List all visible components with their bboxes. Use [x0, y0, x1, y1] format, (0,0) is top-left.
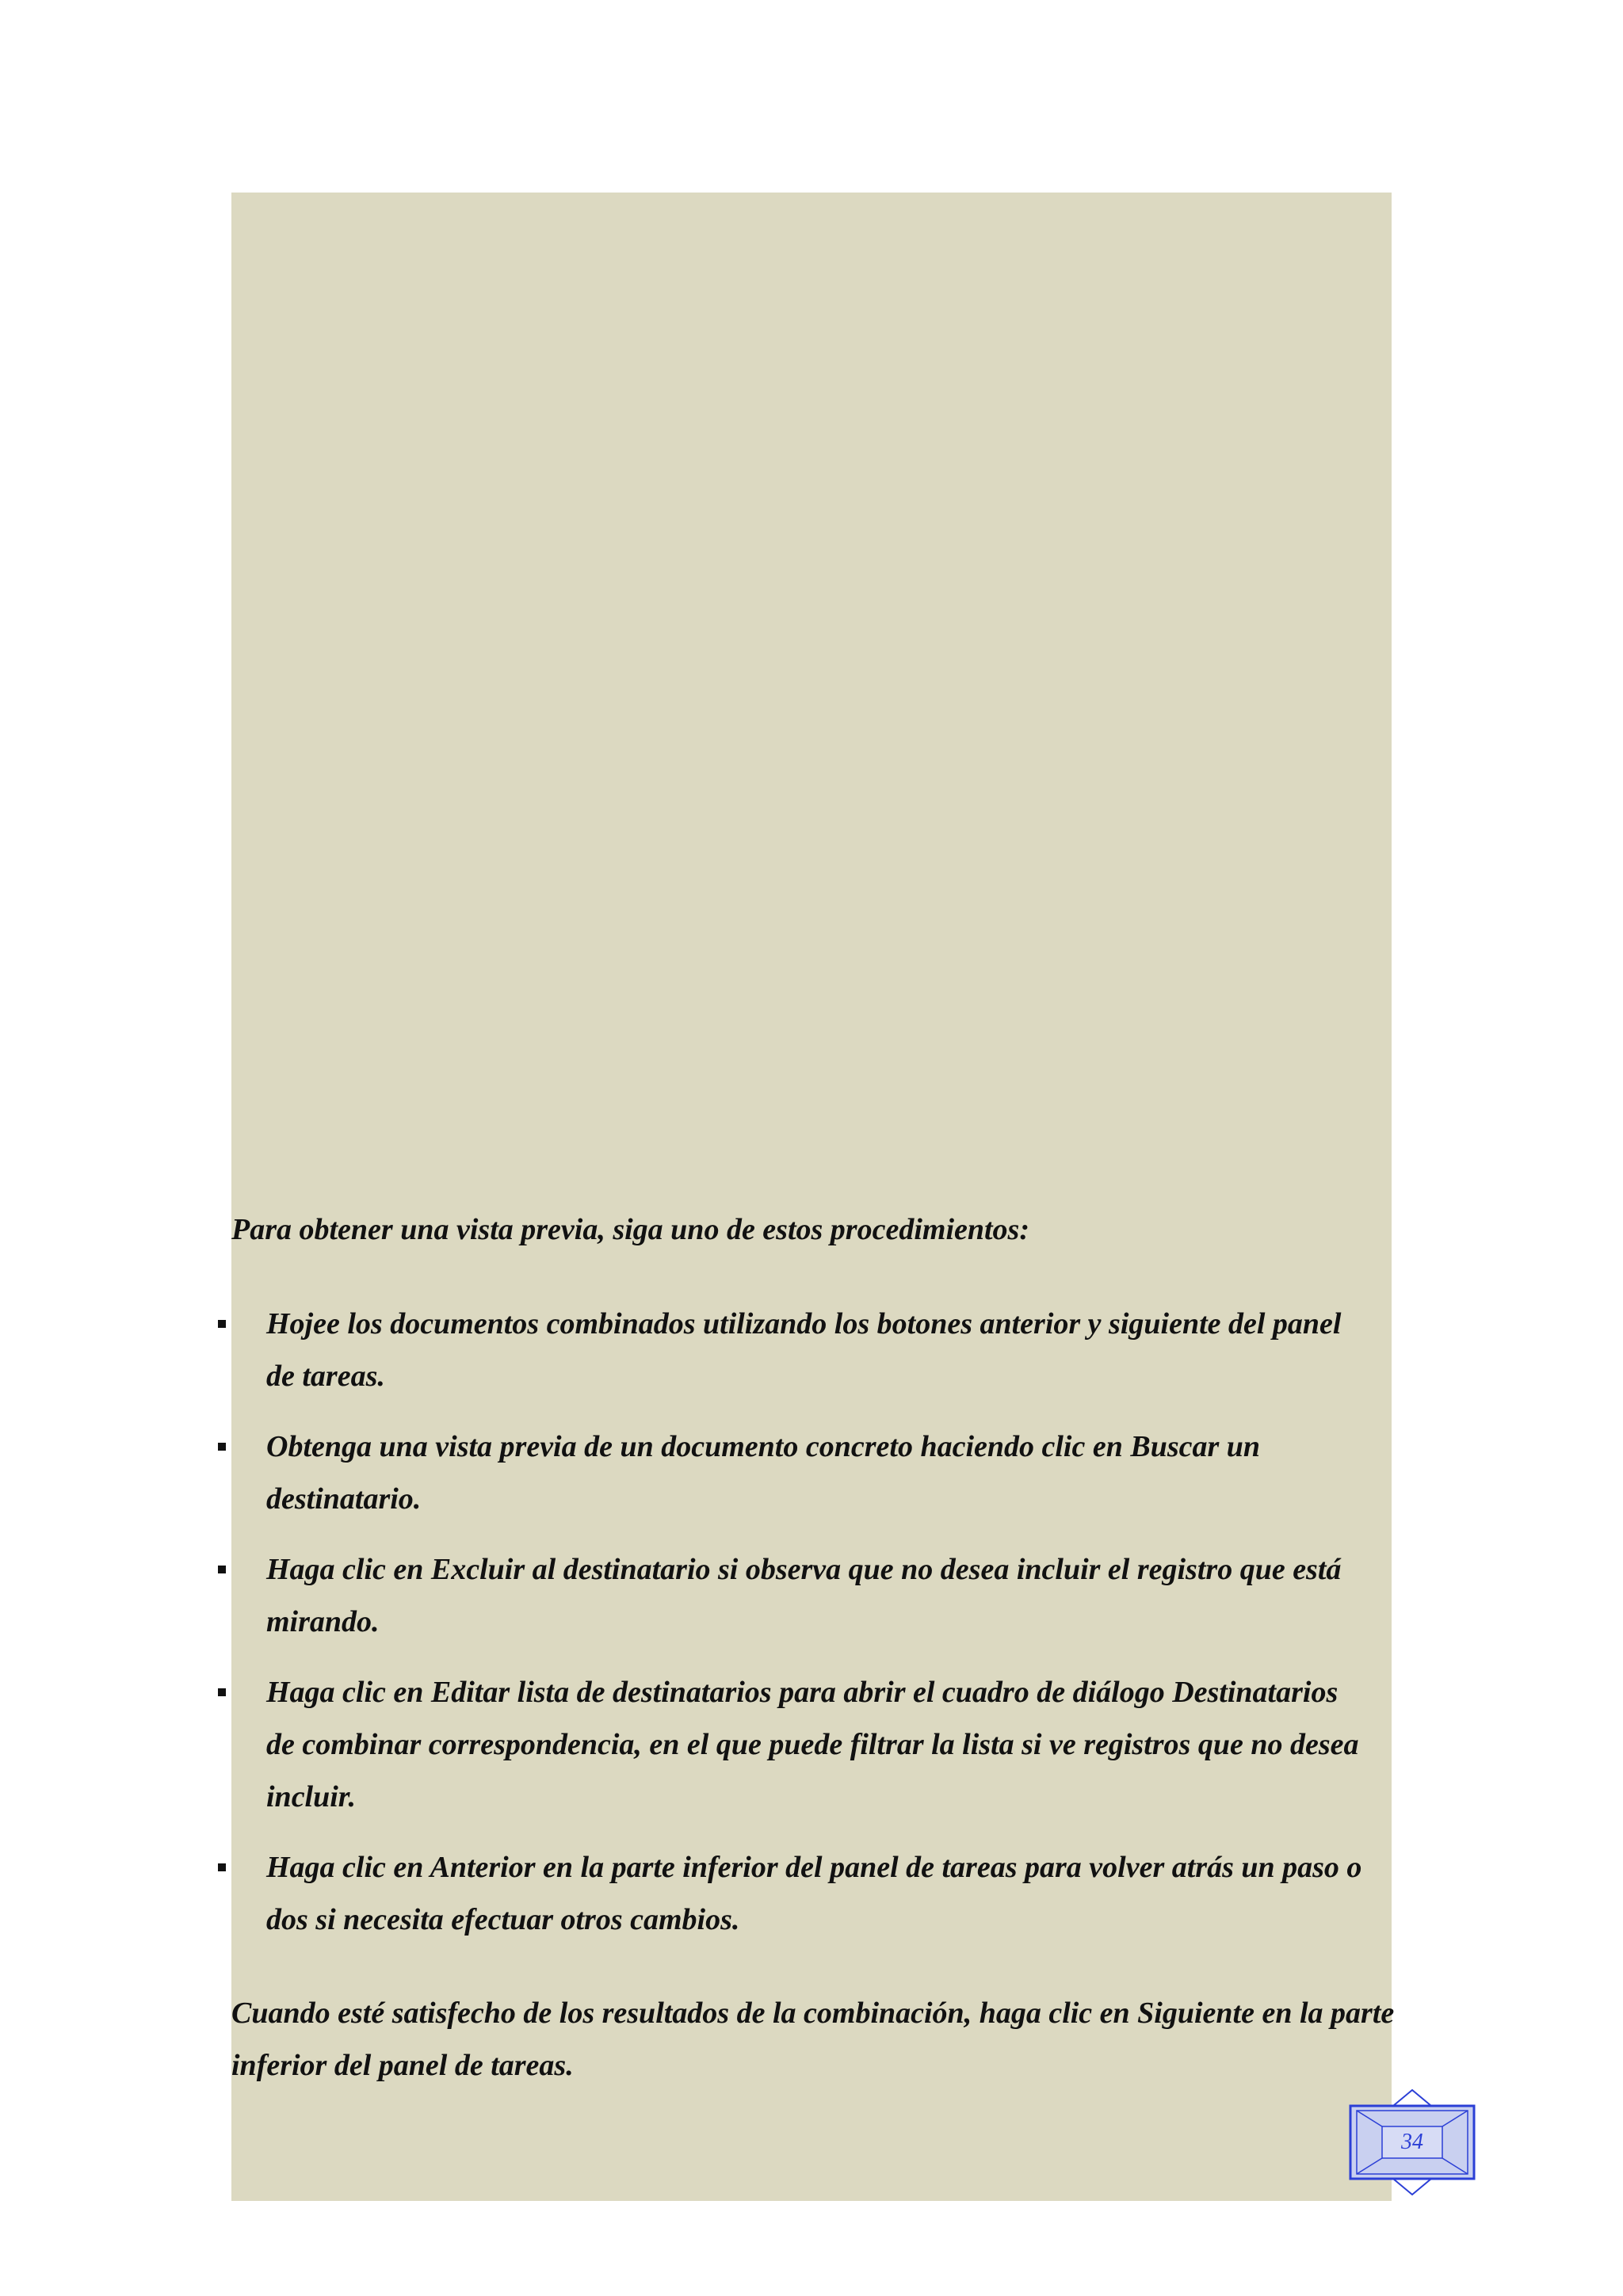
page-number: 34: [1401, 2130, 1423, 2154]
square-bullet-icon: [218, 1320, 226, 1328]
list-item-text: Haga clic en Excluir al destinatario si observa que no desea incluir el registro que está mirando.: [266, 1553, 1342, 1638]
closing-paragraph: Cuando esté satisfecho de los resultados de la combinación, haga clic en Siguiente en la parte inferior del panel de tareas.: [231, 1997, 1395, 2082]
list-item: [206, 1421, 1371, 1525]
list-item-text: Haga clic en Editar lista de destinatarios para abrir el cuadro de diálogo Destinatarios de combinar correspondencia, en el que puede filtrar la lista si ve registros que no desea incluir.: [266, 1676, 1359, 1814]
square-bullet-icon: [218, 1566, 226, 1573]
square-bullet-icon: [218, 1688, 226, 1696]
intro-paragraph: Para obtener una vista previa, siga uno de estos procedimientos:: [231, 1213, 1029, 1246]
list-item-text: Obtenga una vista previa de un documento concreto haciendo clic en Buscar un destinatario.: [266, 1430, 1261, 1516]
list-item: [206, 1298, 1371, 1402]
list-item: [206, 1841, 1371, 1946]
list-item: [206, 1666, 1371, 1823]
procedure-list: [206, 1298, 1371, 1964]
page-number-badge: [1349, 2088, 1476, 2196]
square-bullet-icon: [218, 1443, 226, 1451]
square-bullet-icon: [218, 1863, 226, 1871]
list-item-text: Haga clic en Anterior en la parte inferior del panel de tareas para volver atrás un paso o dos si necesita efectuar otros cambios.: [266, 1851, 1362, 1936]
list-item: [206, 1543, 1371, 1648]
list-item-text: Hojee los documentos combinados utilizando los botones anterior y siguiente del panel de tareas.: [266, 1307, 1342, 1393]
